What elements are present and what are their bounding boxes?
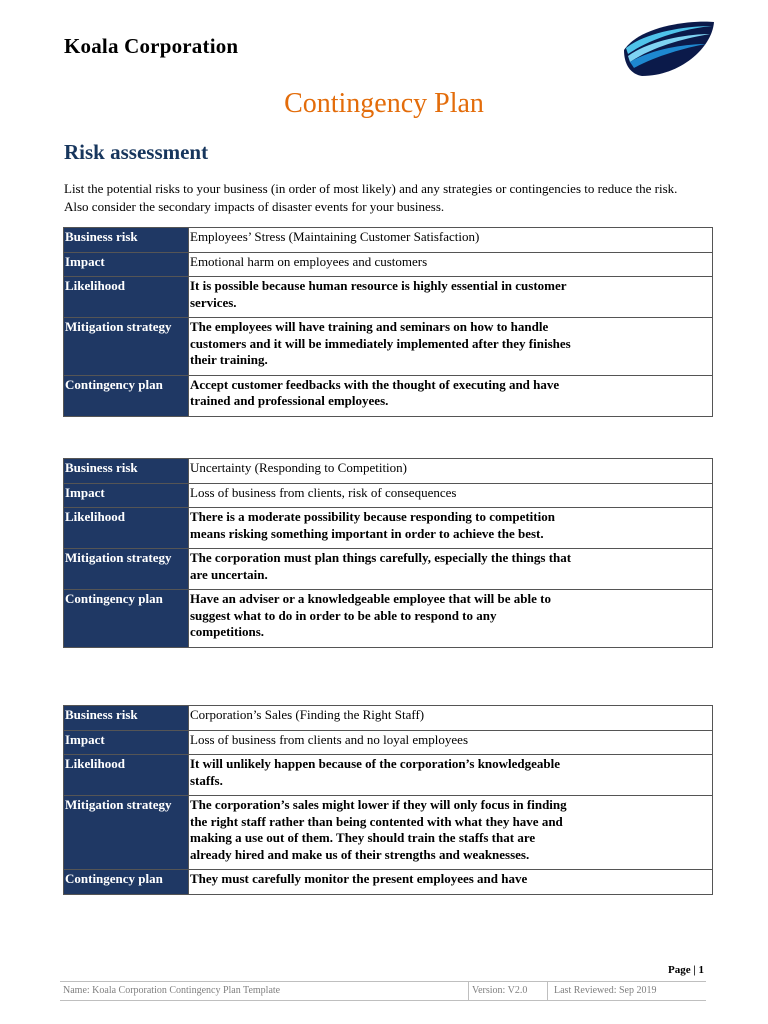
business-risk-label: Business risk xyxy=(64,228,189,253)
document-title: Contingency Plan xyxy=(284,88,484,119)
mitigation-value: The corporation’s sales might lower if they will only focus in finding the right staff rather than being contented with what they have and making a use out of them. They should train the staffs that are already hired and make us of their strengths and weaknesses. xyxy=(189,796,713,870)
business-risk-label: Business risk xyxy=(64,706,189,731)
contingency-value: Have an adviser or a knowledgeable employee that will be able to suggest what to do in order to be able to respond to any competitions. xyxy=(189,590,713,648)
footer-version: Version: V2.0 xyxy=(472,985,528,996)
mitigation-label: Mitigation strategy xyxy=(64,796,189,870)
company-name: Koala Corporation xyxy=(64,34,239,58)
risk-table xyxy=(63,458,713,648)
koala-logo xyxy=(620,18,716,78)
business-risk-value: Employees’ Stress (Maintaining Customer Satisfaction) xyxy=(189,228,713,253)
risk-table xyxy=(63,227,713,417)
contingency-value: They must carefully monitor the present employees and have xyxy=(189,870,713,895)
business-risk-label: Business risk xyxy=(64,459,189,484)
mitigation-label: Mitigation strategy xyxy=(64,549,189,590)
impact-value: Loss of business from clients, risk of consequences xyxy=(189,483,713,508)
impact-label: Impact xyxy=(64,483,189,508)
impact-label: Impact xyxy=(64,252,189,277)
business-risk-value: Uncertainty (Responding to Competition) xyxy=(189,459,713,484)
likelihood-label: Likelihood xyxy=(64,755,189,796)
footer-last-reviewed: Last Reviewed: Sep 2019 xyxy=(554,985,657,996)
page-footer xyxy=(60,981,706,1001)
mitigation-label: Mitigation strategy xyxy=(64,318,189,376)
intro-text: List the potential risks to your business (in order of most likely) and any strategies or contingencies to reduce the risk. Also consider the secondary impacts of disaster events for your business. xyxy=(64,181,678,214)
section-heading: Risk assessment xyxy=(64,140,209,164)
contingency-label: Contingency plan xyxy=(64,870,189,895)
impact-value: Emotional harm on employees and customers xyxy=(189,252,713,277)
footer-divider xyxy=(547,982,548,1000)
contingency-label: Contingency plan xyxy=(64,375,189,416)
impact-value: Loss of business from clients and no loyal employees xyxy=(189,730,713,755)
likelihood-value: It is possible because human resource is highly essential in customer services. xyxy=(189,277,713,318)
page-number: Page | 1 xyxy=(668,964,705,976)
risk-table xyxy=(63,705,713,895)
footer-doc-name: Name: Koala Corporation Contingency Plan Template xyxy=(63,985,281,996)
impact-label: Impact xyxy=(64,730,189,755)
business-risk-value: Corporation’s Sales (Finding the Right Staff) xyxy=(189,706,713,731)
likelihood-label: Likelihood xyxy=(64,277,189,318)
contingency-value: Accept customer feedbacks with the thought of executing and have trained and professional employees. xyxy=(189,375,713,416)
mitigation-value: The employees will have training and seminars on how to handle customers and it will be immediately implemented after they finishes their training. xyxy=(189,318,713,376)
contingency-label: Contingency plan xyxy=(64,590,189,648)
mitigation-value: The corporation must plan things carefully, especially the things that are uncertain. xyxy=(189,549,713,590)
likelihood-value: There is a moderate possibility because responding to competition means risking something important in order to achieve the best. xyxy=(189,508,713,549)
likelihood-value: It will unlikely happen because of the corporation’s knowledgeable staffs. xyxy=(189,755,713,796)
likelihood-label: Likelihood xyxy=(64,508,189,549)
footer-divider xyxy=(468,982,469,1000)
